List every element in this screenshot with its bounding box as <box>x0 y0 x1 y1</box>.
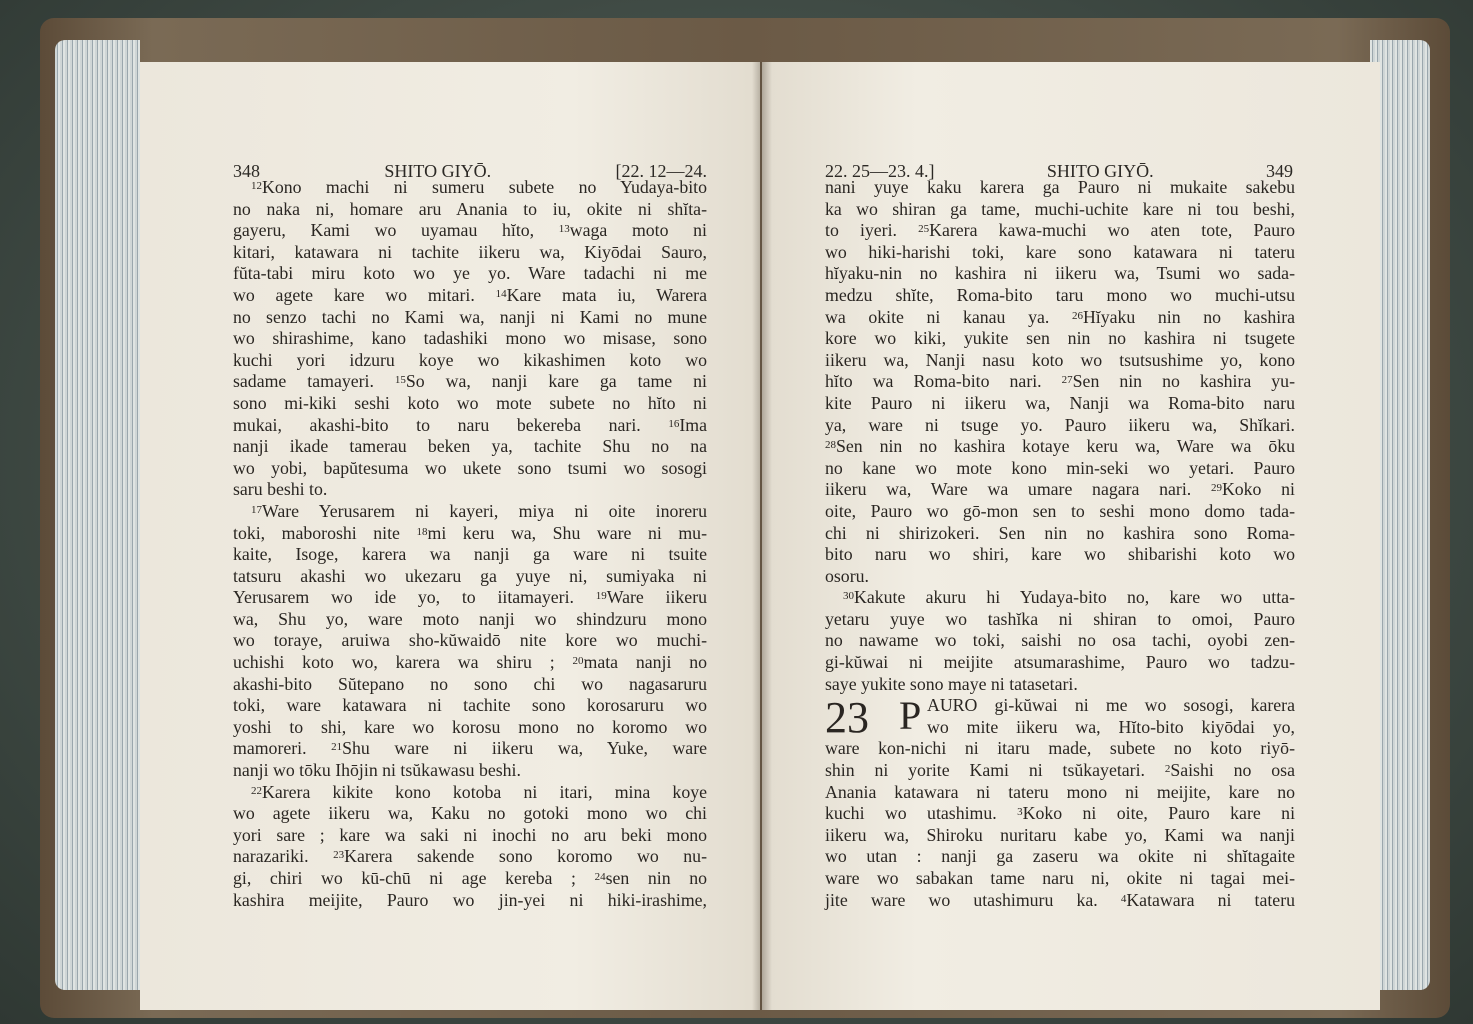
text-line <box>825 523 1295 545</box>
page-edges-left <box>55 40 140 990</box>
text-run: no kane wo mote kono min-seki wo yetari. Pauro <box>825 457 1295 478</box>
text-line <box>825 220 1295 242</box>
text-run: akashi-bito Sŭtepano no sono chi wo nagasaruru <box>233 673 707 694</box>
text-run: to iyeri. <box>825 220 919 241</box>
verse-number: 17 <box>251 503 262 516</box>
text-line <box>233 760 707 782</box>
verse-number: 12 <box>251 180 262 192</box>
text-line <box>233 220 707 242</box>
left-page <box>140 62 760 1010</box>
text-line <box>233 328 707 350</box>
left-page-text <box>233 177 707 911</box>
text-line <box>233 846 707 868</box>
text-run: Koko ni <box>1221 479 1295 500</box>
text-line <box>233 199 707 221</box>
text-line <box>825 199 1295 221</box>
verse-number: 23 <box>333 849 345 862</box>
page-number: 349 <box>1265 161 1293 181</box>
text-run: Koko ni oite, Pauro kare ni <box>1022 803 1296 824</box>
text-run: osoru. <box>825 565 869 586</box>
text-run: jite ware wo utashimuru ka. <box>825 889 1121 910</box>
text-run: ware wo sabakan tame naru ni, okite ni tagai mei- <box>825 868 1295 888</box>
text-run: Sen nin no kashira yu- <box>1072 371 1295 392</box>
text-run: kore wo kiki, yukite sen nin no kashira ni tsugete <box>825 328 1295 349</box>
text-line <box>233 544 707 566</box>
text-run: kite Pauro ni iikeru wa, Nanji wa Roma-bito naru <box>825 392 1295 413</box>
text-line <box>825 436 1295 458</box>
text-line <box>825 479 1295 501</box>
text-line <box>233 587 707 609</box>
text-run: nanji wo tōku Ihōjin ni tsŭkawasu beshi. <box>233 760 521 781</box>
text-run: Shu ware ni iikeru wa, Yuke, ware <box>342 738 708 759</box>
verse-number: 15 <box>394 374 406 387</box>
text-run: wo agete kare wo mitari. <box>233 284 496 305</box>
text-run: uchishi koto wo, karera wa shiru ; <box>233 652 573 673</box>
verse-number: 18 <box>416 525 428 538</box>
text-run: wo yobi, bapŭtesuma wo ukete sono tsumi wo sosogi <box>233 457 707 478</box>
text-run: sadame tamayeri. <box>233 371 395 392</box>
text-line <box>233 630 707 652</box>
text-line <box>233 674 707 696</box>
text-run: no nawame wo toki, saishi no osa tachi, oyobi zen- <box>825 630 1295 651</box>
text-run: Hĭyaku nin no kashira <box>1082 306 1296 327</box>
text-run: Ware Yerusarem ni kayeri, miya ni oite inoreru <box>262 500 707 521</box>
text-line <box>825 328 1295 350</box>
verse-range: [22. 12—24. <box>615 161 707 181</box>
text-run: bito naru wo shiri, kare wo shibarishi koto wo <box>825 544 1295 565</box>
text-line: AURO gi-kŭwai ni me wo sosogi, karera <box>927 695 1295 716</box>
text-line <box>825 371 1295 393</box>
text-line <box>233 479 707 501</box>
verse-number: 28 <box>825 439 836 452</box>
text-run: Ima <box>679 414 707 435</box>
text-run: kaite, Isoge, karera wa nanji ga ware ni tsuite <box>233 544 707 565</box>
running-title: SHITO GIYŌ. <box>1046 161 1154 181</box>
text-line <box>233 263 707 285</box>
text-line <box>825 587 1295 609</box>
verse-number: 26 <box>1071 309 1083 322</box>
text-run: mata nanji no <box>583 652 707 673</box>
text-line <box>233 609 707 631</box>
text-run: waga moto ni <box>569 220 707 241</box>
text-run: nanji ikade tamerau beken ya, tachite Shu no na <box>233 436 707 457</box>
text-run: gi-kŭwai ni meijite atsumarashime, Pauro wo tadzu- <box>825 652 1295 673</box>
text-run: iikeru wa, Ware wa umare nagara nari. <box>825 479 1211 500</box>
text-line <box>825 760 1295 782</box>
text-run: iikeru wa, Nanji nasu koto wo tsutsushime yo, kono <box>825 349 1295 370</box>
text-line <box>825 393 1295 415</box>
text-line <box>825 782 1295 804</box>
verse-number: 4 <box>1120 892 1127 905</box>
text-line <box>233 825 707 847</box>
text-run: sen nin no <box>605 868 707 888</box>
text-run: saru beshi to. <box>233 479 328 500</box>
text-run: iikeru wa, Shiroku nuritaru kabe yo, Kami wa nanji <box>825 824 1295 845</box>
text-run: chi ni shirizokeri. Sen nin no kashira sono Roma- <box>825 522 1295 543</box>
text-line <box>825 652 1295 674</box>
text-run: saye yukite sono maye ni tatasetari. <box>825 673 1078 694</box>
verse-number: 3 <box>1017 806 1023 819</box>
text-line <box>233 242 707 264</box>
text-run: Karera kikite kono kotoba ni itari, mina koye <box>262 781 707 802</box>
text-run: Saishi no osa <box>1170 760 1295 781</box>
text-run: hĭyaku-nin no kashira ni iikeru wa, Tsumi wo sada- <box>825 263 1295 284</box>
text-line <box>233 803 707 825</box>
text-line <box>233 695 707 717</box>
text-run: Anania katawara ni tateru mono ni meijite, kare no <box>825 781 1295 802</box>
text-run: mamoreri. <box>233 738 332 759</box>
verse-number: 22 <box>251 784 262 797</box>
text-run: kashira meijite, Pauro wo jin-yei ni hiki-irashime, <box>233 889 707 910</box>
text-line <box>825 415 1295 437</box>
text-run: Yerusarem wo ide yo, to iitamayeri. <box>233 587 596 608</box>
text-run: kuchi yori idzuru koye wo kikashimen koto wo <box>233 349 707 370</box>
text-block-after-chapter <box>825 738 1295 911</box>
text-line <box>825 177 1295 199</box>
text-run: Karera sakende sono koromo wo nu- <box>344 846 707 867</box>
text-run: ya, ware ni tsuge yo. Pauro iikeru wa, Shĭkari. <box>825 414 1295 435</box>
text-line <box>825 803 1295 825</box>
text-run: yetaru yuye wo tashĭka ni shiran to omoi, Pauro <box>825 608 1295 629</box>
text-run: kitari, katawara ni tachite iikeru wa, Kiyōdai Sauro, <box>233 241 707 262</box>
text-run: gi, chiri wo kū-chū ni age kereba ; <box>233 868 595 888</box>
text-run: wa okite ni kanau ya. <box>825 306 1072 327</box>
text-line <box>233 782 707 804</box>
verse-number: 27 <box>1061 374 1073 387</box>
verse-number: 21 <box>331 741 343 754</box>
verse-number: 13 <box>558 223 570 236</box>
text-run: kuchi wo utashimu. <box>825 803 1018 824</box>
text-line <box>825 263 1295 285</box>
text-run: narazariki. <box>233 846 334 867</box>
text-line <box>233 738 707 760</box>
drop-capital: P <box>899 693 922 739</box>
text-run: wo toraye, aruiwa sho-kŭwaidō nite kore wo muchi- <box>233 630 707 651</box>
text-line <box>825 674 1295 696</box>
verse-number: 20 <box>572 655 584 668</box>
text-run: Kakute akuru hi Yudaya-bito no, kare wo utta- <box>854 587 1295 608</box>
verse-number: 19 <box>595 590 607 603</box>
text-line <box>825 458 1295 480</box>
text-run: wo shirashime, kano tadashiki mono wo misase, sono <box>233 328 707 349</box>
text-run: no naka ni, homare aru Anania to iu, okite ni shĭta- <box>233 198 707 219</box>
text-line <box>233 566 707 588</box>
text-run: sono mi-kiki seshi koto wo mote subete no hĭto ni <box>233 392 707 413</box>
running-title: SHITO GIYŌ. <box>384 161 492 181</box>
right-page-text <box>825 177 1295 911</box>
text-line <box>233 393 707 415</box>
text-run: toki, maboroshi nite <box>233 522 417 543</box>
text-run: Ware iikeru <box>606 587 707 608</box>
verse-number: 2 <box>1164 763 1171 776</box>
text-run: mukai, akashi-bito to naru bekereba nari. <box>233 414 669 435</box>
text-run: wo agete iikeru wa, Kaku no gotoki mono wo chi <box>233 803 707 824</box>
text-run: Katawara ni tateru <box>1126 889 1296 910</box>
verse-range: 22. 25—23. 4.] <box>825 161 935 181</box>
text-run: hĭto wa Roma-bito nari. <box>825 371 1062 392</box>
text-line <box>825 501 1295 523</box>
book-gutter <box>752 62 772 1010</box>
verse-number: 29 <box>1210 482 1222 495</box>
text-run: tatsuru akashi wo ukezaru ga yuye ni, sumiyaka ni <box>233 565 707 586</box>
text-line <box>825 566 1295 588</box>
text-run: Kare mata iu, Warera <box>506 284 707 305</box>
verse-number: 16 <box>668 417 680 430</box>
text-line <box>233 717 707 739</box>
text-run: oite, Pauro wo gō-mon sen to seshi mono domo tada- <box>825 500 1295 521</box>
text-run: yoshi to shi, kare wo korosu mono no koromo wo <box>233 716 707 737</box>
verse-number: 25 <box>918 223 930 236</box>
text-run: shin ni yorite Kami ni tsŭkayetari. <box>825 760 1165 781</box>
text-run: mi keru wa, Shu ware ni mu- <box>427 522 707 543</box>
text-run: medzu shĭte, Roma-bito taru mono wo muchi-utsu <box>825 284 1295 305</box>
text-line <box>233 458 707 480</box>
text-line <box>825 609 1295 631</box>
text-line <box>233 350 707 372</box>
text-line <box>825 825 1295 847</box>
text-run: Kono machi ni sumeru subete no Yudaya-bito <box>262 177 707 197</box>
text-line <box>233 285 707 307</box>
text-run: toki, ware katawara ni tachite sono korosaruru wo <box>233 695 707 716</box>
text-run: ka wo shiran ga tame, muchi-uchite kare ni tou beshi, <box>825 198 1295 219</box>
text-line <box>825 544 1295 566</box>
text-run: nani yuye kaku karera ga Pauro ni mukaite sakebu <box>825 177 1295 197</box>
text-line <box>233 415 707 437</box>
text-line <box>233 890 707 912</box>
text-line <box>233 177 707 199</box>
text-run: wo hiki-harishi toki, kare sono katawara ni tateru <box>825 241 1295 262</box>
text-line <box>825 242 1295 264</box>
text-run: So wa, nanji kare ga tame ni <box>405 371 707 392</box>
text-run: no senzo tachi no Kami wa, nanji ni Kami no mune <box>233 306 707 327</box>
text-line <box>233 371 707 393</box>
text-line <box>825 868 1295 890</box>
chapter-number: 23 <box>825 693 869 743</box>
text-line <box>825 350 1295 372</box>
text-run: fŭta-tabi miru koto wo ye yo. Ware tadachi ni me <box>233 263 707 284</box>
text-run: Karera kawa-muchi wo aten tote, Pauro <box>929 220 1295 241</box>
text-line: wo mite iikeru wa, Hĭto-bito kiyōdai yo, <box>927 716 1295 737</box>
text-line <box>233 523 707 545</box>
text-line <box>233 868 707 890</box>
text-line <box>825 285 1295 307</box>
text-line <box>825 307 1295 329</box>
text-line <box>233 501 707 523</box>
text-line <box>233 436 707 458</box>
text-run: gayeru, Kami wo uyamau hĭto, <box>233 220 559 241</box>
text-line <box>233 652 707 674</box>
text-line <box>825 846 1295 868</box>
page-number: 348 <box>233 161 260 181</box>
text-run: wa, Shu yo, ware moto nanji wo shindzuru mono <box>233 608 707 629</box>
text-run: wo utan : nanji ga zaseru wa okite ni shĭtagaite <box>825 846 1295 867</box>
text-line <box>825 630 1295 652</box>
text-run: yori sare ; kare wa saki ni inochi no aru beki mono <box>233 824 707 845</box>
text-line <box>233 307 707 329</box>
verse-number: 24 <box>594 871 606 883</box>
text-run: ware kon-nichi ni itaru made, subete no koto riyō- <box>825 738 1295 759</box>
verse-number: 14 <box>495 287 507 300</box>
text-line <box>825 890 1295 912</box>
text-line <box>825 738 1295 760</box>
text-block-before-chapter <box>825 177 1295 695</box>
verse-number: 30 <box>843 590 854 603</box>
right-page <box>762 62 1380 1010</box>
text-run: Sen nin no kashira kotaye keru wa, Ware wa ōku <box>836 436 1295 457</box>
chapter-start <box>825 693 1295 743</box>
